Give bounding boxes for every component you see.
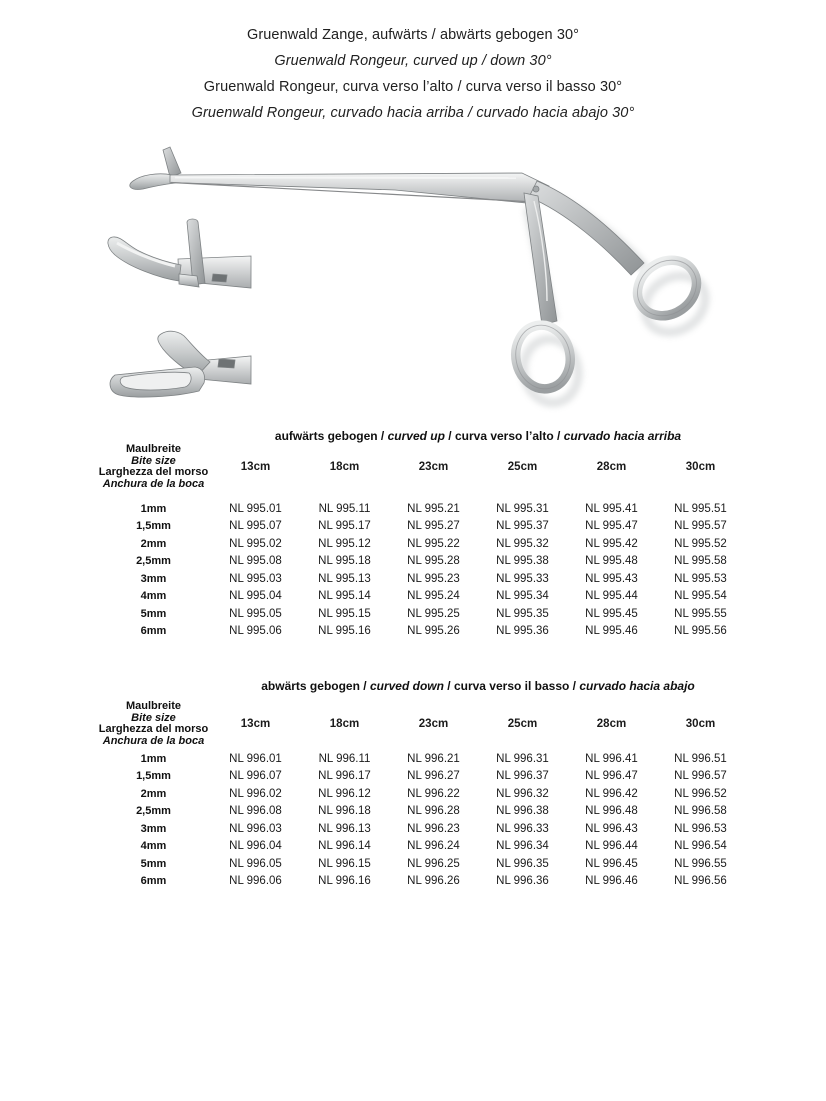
product-code: NL 996.11 [318, 752, 371, 765]
table-row [96, 873, 745, 891]
product-code: NL 995.46 [585, 625, 638, 638]
product-code: NL 996.12 [318, 787, 371, 800]
product-code: NL 996.31 [496, 752, 549, 765]
product-code: NL 995.34 [496, 590, 549, 603]
product-code: NL 996.13 [318, 822, 371, 835]
table-row [96, 785, 745, 803]
product-code: NL 995.14 [318, 590, 371, 603]
product-code: NL 996.55 [674, 857, 727, 870]
title-block [0, 22, 826, 126]
section-title-part: abwärts gebogen / [261, 679, 370, 693]
product-code: NL 995.37 [496, 520, 549, 533]
column-header: 18cm [329, 718, 360, 730]
section-title [211, 429, 745, 444]
instrument-illustration [75, 135, 755, 415]
section-title-part: aufwärts gebogen / [274, 429, 388, 443]
column-header: 25cm [507, 461, 538, 473]
bite-size-value: 3mm [140, 822, 167, 835]
title-line: Gruenwald Rongeur, curvado hacia arriba / curvado hacia abajo 30° [191, 105, 635, 121]
bite-size-value: 4mm [140, 590, 167, 603]
product-code: NL 996.37 [496, 770, 549, 783]
column-header: 23cm [418, 718, 449, 730]
section-title-part: / curva verso il basso / [443, 679, 580, 693]
product-code: NL 996.47 [585, 770, 638, 783]
bite-size-value: 1mm [140, 502, 167, 515]
bite-size-value: 4mm [140, 840, 167, 853]
row-header-line: Maulbreite [125, 700, 181, 712]
table-row [96, 623, 745, 641]
product-code: NL 995.16 [318, 625, 371, 638]
title-line: Gruenwald Rongeur, curved up / down 30° [274, 53, 552, 69]
column-header: 30cm [685, 718, 716, 730]
section-title-part: curved up [387, 429, 445, 443]
product-code: NL 995.01 [229, 502, 282, 515]
product-code: NL 995.22 [407, 537, 460, 550]
column-headers [96, 444, 745, 490]
product-code: NL 995.38 [496, 555, 549, 568]
table-row [96, 605, 745, 623]
product-code: NL 995.52 [674, 537, 727, 550]
column-header: 28cm [596, 461, 627, 473]
bite-size-value: 2,5mm [136, 555, 171, 568]
column-header: 25cm [507, 718, 538, 730]
product-code: NL 996.06 [229, 875, 282, 888]
lower-handle-arm [524, 193, 557, 325]
finger-ring [510, 320, 576, 394]
column-header: 13cm [240, 718, 271, 730]
table-row [96, 588, 745, 606]
table-row [96, 570, 745, 588]
product-code: NL 996.36 [496, 875, 549, 888]
column-header: 18cm [329, 461, 360, 473]
table-row [96, 535, 745, 553]
hinge-screw [533, 186, 539, 192]
product-code: NL 995.44 [585, 590, 638, 603]
product-code: NL 996.02 [229, 787, 282, 800]
bite-size-value: 2,5mm [136, 805, 171, 818]
product-code: NL 995.04 [229, 590, 282, 603]
detail-tip-curved-down [110, 331, 251, 397]
product-code: NL 995.45 [585, 607, 638, 620]
bite-size-value: 2mm [140, 787, 167, 800]
product-code: NL 996.32 [496, 787, 549, 800]
bite-size-value: 1,5mm [136, 770, 171, 783]
product-code: NL 995.02 [229, 537, 282, 550]
tip-lip [130, 174, 175, 190]
detail-slot [218, 359, 235, 368]
bite-size-value: 6mm [140, 875, 167, 888]
product-code: NL 996.48 [585, 805, 638, 818]
product-code: NL 996.21 [407, 752, 460, 765]
product-code: NL 996.51 [674, 752, 727, 765]
product-code: NL 995.41 [585, 502, 638, 515]
product-code: NL 995.32 [496, 537, 549, 550]
product-code: NL 995.55 [674, 607, 727, 620]
product-code: NL 995.36 [496, 625, 549, 638]
product-code: NL 996.53 [674, 822, 727, 835]
product-code: NL 996.08 [229, 805, 282, 818]
section-title-part: curvado hacia arriba [563, 429, 682, 443]
product-code: NL 995.11 [318, 502, 371, 515]
product-code: NL 995.05 [229, 607, 282, 620]
table-row [96, 750, 745, 768]
product-code: NL 996.16 [318, 875, 371, 888]
bite-size-value: 5mm [140, 857, 167, 870]
row-header-line: Bite size [131, 711, 176, 724]
product-code: NL 996.28 [407, 805, 460, 818]
product-code: NL 996.15 [318, 857, 371, 870]
title-line: Gruenwald Zange, aufwärts / abwärts gebogen 30° [246, 27, 580, 43]
bite-size-value: 1mm [140, 752, 167, 765]
table-row [96, 838, 745, 856]
product-code: NL 995.08 [229, 555, 282, 568]
product-code: NL 996.42 [585, 787, 638, 800]
row-header-line: Bite size [131, 454, 176, 467]
product-code: NL 995.35 [496, 607, 549, 620]
row-header-line: Anchura de la boca [102, 477, 205, 490]
product-code: NL 995.57 [674, 520, 727, 533]
product-code: NL 996.35 [496, 857, 549, 870]
column-headers [96, 701, 745, 747]
product-code: NL 995.21 [407, 502, 460, 515]
row-header-line: Maulbreite [125, 443, 181, 455]
row-header-label [96, 701, 211, 747]
product-code: NL 995.18 [318, 555, 371, 568]
product-code: NL 996.34 [496, 840, 549, 853]
product-code: NL 995.51 [674, 502, 727, 515]
product-code: NL 996.03 [229, 822, 282, 835]
product-code: NL 995.24 [407, 590, 460, 603]
row-header-label [96, 444, 211, 490]
table-section-curved-up [96, 429, 745, 640]
product-code: NL 996.25 [407, 857, 460, 870]
bite-size-value: 3mm [140, 572, 167, 585]
table-row [96, 500, 745, 518]
table-section-curved-down [96, 679, 745, 890]
column-header: 23cm [418, 461, 449, 473]
section-title-part: / curva verso l’alto / [444, 429, 564, 443]
product-code: NL 995.53 [674, 572, 727, 585]
product-code: NL 996.33 [496, 822, 549, 835]
product-code: NL 996.14 [318, 840, 371, 853]
product-code: NL 996.38 [496, 805, 549, 818]
product-code: NL 996.57 [674, 770, 727, 783]
column-header: 30cm [685, 461, 716, 473]
product-code: NL 996.56 [674, 875, 727, 888]
row-header-line: Larghezza del morso [98, 466, 209, 478]
product-code: NL 996.52 [674, 787, 727, 800]
product-code: NL 995.06 [229, 625, 282, 638]
product-code: NL 996.26 [407, 875, 460, 888]
bite-size-value: 2mm [140, 537, 167, 550]
product-code: NL 995.15 [318, 607, 371, 620]
tip-spike [163, 147, 181, 177]
product-code: NL 995.27 [407, 520, 460, 533]
column-header: 28cm [596, 718, 627, 730]
product-code: NL 996.58 [674, 805, 727, 818]
table-row [96, 768, 745, 786]
row-header-line: Larghezza del morso [98, 723, 209, 735]
title-line: Gruenwald Rongeur, curva verso l’alto / curva verso il basso 30° [203, 79, 623, 95]
table-row [96, 553, 745, 571]
product-code: NL 996.01 [229, 752, 282, 765]
table-row [96, 803, 745, 821]
product-code: NL 995.42 [585, 537, 638, 550]
bite-size-value: 5mm [140, 607, 167, 620]
table-body [96, 750, 745, 890]
product-code: NL 996.18 [318, 805, 371, 818]
product-code: NL 995.28 [407, 555, 460, 568]
product-code: NL 995.13 [318, 572, 371, 585]
product-code: NL 996.46 [585, 875, 638, 888]
product-code: NL 996.45 [585, 857, 638, 870]
product-code: NL 995.31 [496, 502, 549, 515]
detail-slot [212, 274, 227, 282]
product-code: NL 995.07 [229, 520, 282, 533]
product-code: NL 996.54 [674, 840, 727, 853]
product-code: NL 996.04 [229, 840, 282, 853]
product-code: NL 995.23 [407, 572, 460, 585]
bite-size-value: 1,5mm [136, 520, 171, 533]
table-body [96, 500, 745, 640]
section-title-part: curved down [369, 679, 444, 693]
product-code: NL 995.26 [407, 625, 460, 638]
section-title [211, 679, 745, 694]
table-row [96, 855, 745, 873]
product-code: NL 996.23 [407, 822, 460, 835]
detail-tip-curved-up [108, 219, 251, 288]
product-code: NL 995.17 [318, 520, 371, 533]
product-code: NL 995.56 [674, 625, 727, 638]
product-code: NL 996.27 [407, 770, 460, 783]
product-code: NL 996.41 [585, 752, 638, 765]
product-code: NL 995.54 [674, 590, 727, 603]
product-code: NL 996.17 [318, 770, 371, 783]
product-code: NL 995.47 [585, 520, 638, 533]
product-code: NL 996.22 [407, 787, 460, 800]
product-code: NL 996.05 [229, 857, 282, 870]
product-code: NL 995.58 [674, 555, 727, 568]
product-code: NL 995.43 [585, 572, 638, 585]
table-row [96, 518, 745, 536]
product-code: NL 995.12 [318, 537, 371, 550]
product-code: NL 995.03 [229, 572, 282, 585]
product-code: NL 996.07 [229, 770, 282, 783]
bite-size-value: 6mm [140, 625, 167, 638]
product-code: NL 996.44 [585, 840, 638, 853]
table-row [96, 820, 745, 838]
product-code: NL 995.25 [407, 607, 460, 620]
product-code: NL 996.24 [407, 840, 460, 853]
instrument-figure [75, 135, 755, 415]
row-header-line: Anchura de la boca [102, 734, 205, 747]
column-header: 13cm [240, 461, 271, 473]
product-code: NL 995.33 [496, 572, 549, 585]
product-code: NL 995.48 [585, 555, 638, 568]
section-title-part: curvado hacia abajo [579, 679, 695, 693]
product-code: NL 996.43 [585, 822, 638, 835]
